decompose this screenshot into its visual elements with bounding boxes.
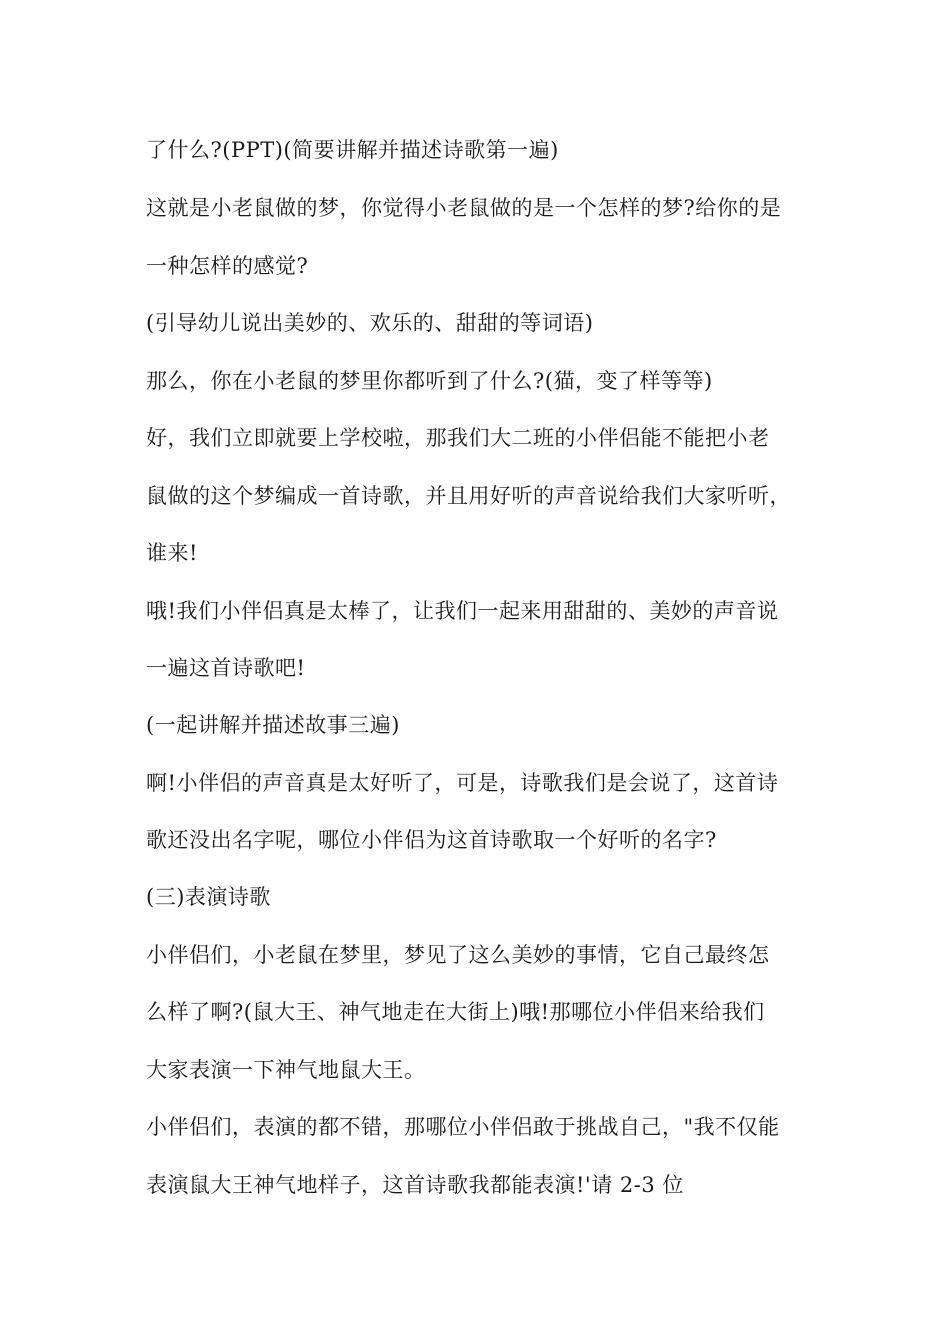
text-line: 谁来! [146,541,198,565]
text-line: 哦!我们小伴侣真是太棒了，让我们一起来用甜甜的、美妙的声音说 [146,599,779,623]
text-line: 了什么?(PPT)(简要讲解并描述诗歌第一遍) [146,138,559,162]
text-line: 么样了啊?(鼠大王、神气地走在大街上)哦!那哪位小伴侣来给我们 [146,1000,765,1024]
text-line: (引导幼儿说出美妙的、欢乐的、甜甜的等词语) [146,311,594,335]
text-line: 那么，你在小老鼠的梦里你都听到了什么?(猫，变了样等等) [146,369,713,393]
text-line: 鼠做的这个梦编成一首诗歌，并且用好听的声音说给我们大家听听， [146,484,791,508]
text-line: 大家表演一下神气地鼠大王。 [146,1058,426,1082]
text-line: (一起讲解并描述故事三遍) [146,713,400,737]
text-line: 小伴侣们，表演的都不错，那哪位小伴侣敢于挑战自己，"我不仅能 [146,1115,780,1139]
section-heading: (三)表演诗歌 [146,885,271,909]
text-line: 一遍这首诗歌吧! [146,656,306,680]
text-line: 好，我们立即就要上学校啦，那我们大二班的小伴侣能不能把小老 [146,426,770,450]
text-line: 一种怎样的感觉? [146,254,309,278]
text-line: 这就是小老鼠做的梦，你觉得小老鼠做的是一个怎样的梦?给你的是 [146,196,782,220]
text-line: 表演鼠大王神气地样子，这首诗歌我都能表演!'请 2-3 位 [146,1173,684,1197]
text-line: 小伴侣们，小老鼠在梦里，梦见了这么美妙的事情，它自己最终怎 [146,943,770,967]
text-line: 啊!小伴侣的声音真是太好听了，可是，诗歌我们是会说了，这首诗 [146,771,779,795]
text-line: 歌还没出名字呢，哪位小伴侣为这首诗歌取一个好听的名字? [146,828,717,852]
